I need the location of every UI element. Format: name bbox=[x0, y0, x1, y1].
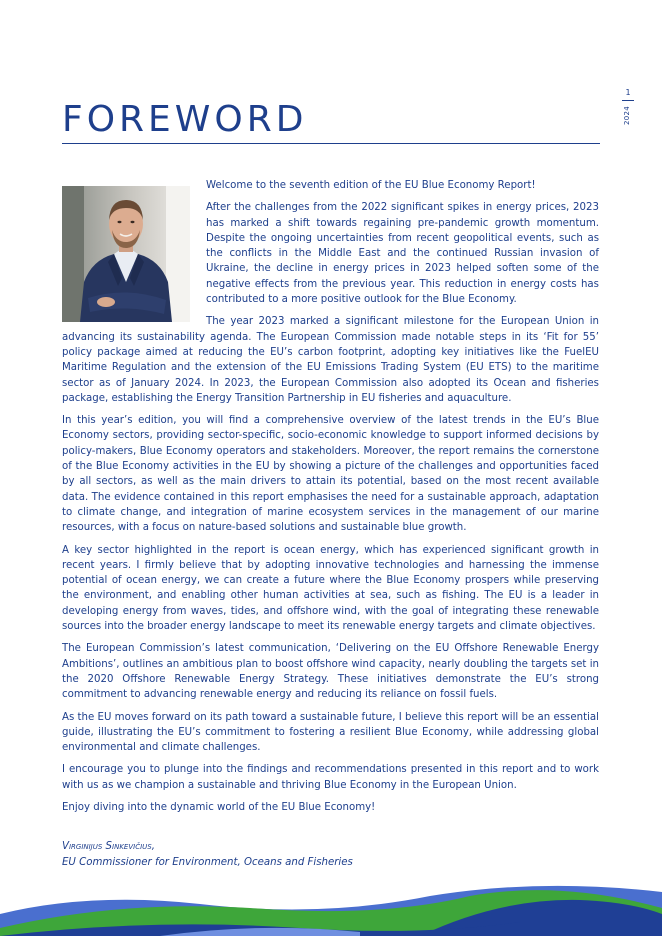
foreword-body bbox=[62, 178, 599, 822]
paragraph: The European Commission’s latest communication, ‘Delivering on the EU Offshore Renewable Energy Ambitions’, outlines an ambitious plan to boost offshore wind capacity, nearly doubling the targets set in the 2020 Offshore Renewable Energy Strategy. These initiatives demonstrate the EU’s strong commitment to advancing renewable energy and reducing its reliance on fossil fuels. bbox=[62, 643, 599, 701]
portrait-photo bbox=[62, 186, 190, 322]
paragraph: The year 2023 marked a significant milestone for the European Union in advancing its sustainability agenda. The European Commission made notable steps in its ‘Fit for 55’ policy package aimed at reducing the EU’s carbon footprint, adopting key initiatives like the FuelEU Maritime Regulation and the extension of the EU Emissions Trading System (EU ETS) to the maritime sector as of January 2024. In 2023, the European Commission also adopted its Ocean and fisheries package, establishing the Energy Transition Partnership in EU fisheries and aquaculture. bbox=[62, 316, 599, 404]
decorative-waves bbox=[0, 878, 662, 936]
paragraph: A key sector highlighted in the report is ocean energy, which has experienced significant growth in recent years. I firmly believe that by adopting innovative technologies and harnessing the immense potential of ocean energy, we can create a future where the Blue Economy prospers while preserving the environment, and enabling other human activities at sea, such as fishing. The EU is a leader in developing energy from waves, tides, and offshore wind, with the goal of integrating these renewable sources into the broader energy landscape to meet its renewable energy targets and climate objectives. bbox=[62, 544, 599, 633]
paragraph: After the challenges from the 2022 significant spikes in energy prices, 2023 has marked a shift towards regaining pre-pandemic growth momentum. Despite the ongoing uncertainties from recent geopolitical events, such as the conflicts in the Middle East and the continued Russian invasion of Ukraine, the decline in energy prices in 2023 helped soften some of the negative effects from the previous year. This reduction in energy costs has contributed to a more positive outlook for the Blue Economy. bbox=[206, 202, 599, 306]
year-label: 2024 bbox=[623, 106, 631, 126]
signatory-role: EU Commissioner for Environment, Oceans and Fisheries bbox=[62, 856, 353, 868]
page-number: 1 bbox=[620, 88, 636, 105]
paragraph: As the EU moves forward on its path toward a sustainable future, I believe this report will be an essential guide, illustrating the EU’s commitment to fostering a resilient Blue Economy, while addressing global environmental and climate challenges. bbox=[62, 711, 599, 754]
signature-block bbox=[62, 839, 353, 870]
signatory-name: Virginijus Sinkevičius, bbox=[62, 841, 155, 852]
paragraph: Enjoy diving into the dynamic world of the EU Blue Economy! bbox=[62, 801, 376, 813]
page-title: FOREWORD bbox=[62, 99, 308, 140]
title-divider bbox=[62, 143, 600, 144]
paragraph: Welcome to the seventh edition of the EU Blue Economy Report! bbox=[206, 180, 536, 191]
paragraph: In this year’s edition, you will find a comprehensive overview of the latest trends in the EU’s Blue Economy sectors, providing sector-specific, socio-economic knowledge to support informed decisions by policy-makers, Blue Economy operators and stakeholders. Moreover, the report remains the cornerstone of the Blue Economy activities in the EU by showing a picture of the challenges and opportunities faced by all sectors, as well as the main drivers to attain its potential, based on the most recent available data. The evidence contained in this report emphasises the need for a sustainable approach, adaptation to climate change, and integration of marine ecosystem services in the management of our marine resources, with a focus on nature-based solutions and sustainable blue growth. bbox=[62, 415, 599, 534]
paragraph: I encourage you to plunge into the findings and recommendations presented in this report and to work with us as we champion a sustainable and thriving Blue Economy in the European Union. bbox=[62, 764, 599, 791]
